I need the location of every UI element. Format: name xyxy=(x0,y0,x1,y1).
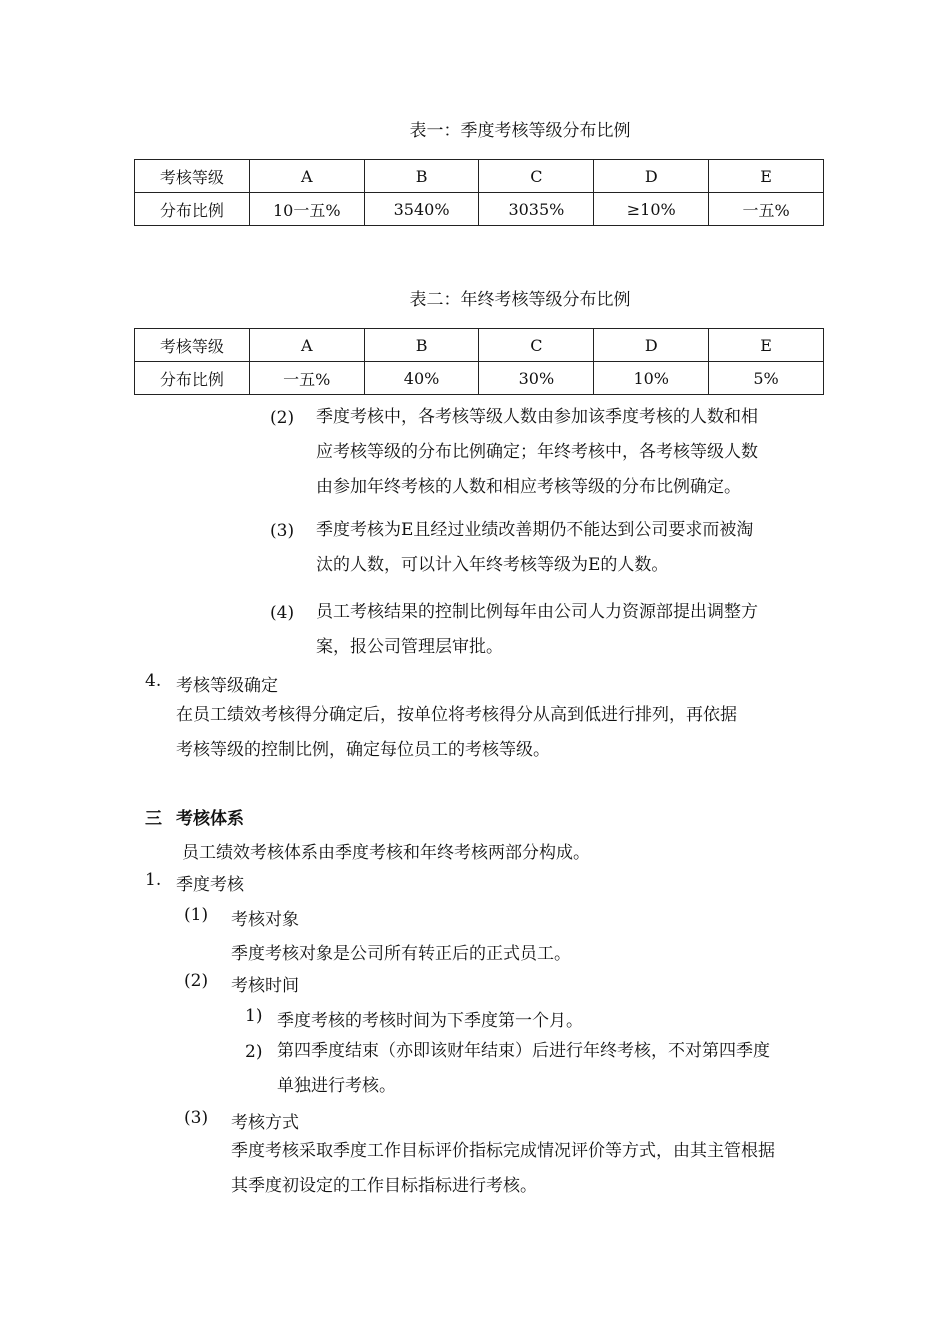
point-text xyxy=(277,1034,857,1104)
text-line: 第四季度结束（亦即该财年结束）后进行年终考核，不对第四季度 xyxy=(277,1041,770,1061)
item-title: 季度考核 xyxy=(176,875,244,895)
header-cell: 考核等级 xyxy=(135,329,250,362)
list-item xyxy=(316,595,758,665)
table-cell: 40% xyxy=(364,362,479,395)
table-cell: 5% xyxy=(709,362,824,395)
header-cell: A xyxy=(249,160,364,193)
list-item xyxy=(316,400,758,505)
text-line: 在员工绩效考核得分确定后，按单位将考核得分从高到低进行排列，再依据 xyxy=(176,705,737,725)
text-line: 员工考核结果的控制比例每年由公司人力资源部提出调整方 xyxy=(316,602,758,622)
table2-caption: 表二：年终考核等级分布比例 xyxy=(409,290,631,310)
header-cell: E xyxy=(709,329,824,362)
table-cell: 3540% xyxy=(364,193,479,226)
text-line: 季度考核中，各考核等级人数由参加该季度考核的人数和相 xyxy=(316,407,758,427)
sub-text: 季度考核对象是公司所有转正后的正式员工。 xyxy=(231,944,571,964)
sub-number: (2) xyxy=(184,971,209,991)
header-cell: C xyxy=(479,160,594,193)
sub-title: 考核对象 xyxy=(231,910,299,930)
point-text: 季度考核的考核时间为下季度第一个月。 xyxy=(277,1011,583,1031)
table-row xyxy=(135,160,824,193)
table-row xyxy=(135,193,824,226)
text-line: 其季度初设定的工作目标指标进行考核。 xyxy=(231,1176,537,1196)
table-cell: 一五% xyxy=(709,193,824,226)
sub-title: 考核时间 xyxy=(231,976,299,996)
list-number: (3) xyxy=(270,521,295,541)
text-line: 汰的人数，可以计入年终考核等级为E的人数。 xyxy=(316,555,669,575)
text-line: 由参加年终考核的人数和相应考核等级的分布比例确定。 xyxy=(316,477,741,497)
point-number: 2) xyxy=(245,1042,263,1062)
header-cell: C xyxy=(479,329,594,362)
sub-number: (1) xyxy=(184,905,209,925)
text-line: 季度考核为E且经过业绩改善期仍不能达到公司要求而被淘 xyxy=(316,520,754,540)
list-number: (4) xyxy=(270,603,295,623)
header-cell: D xyxy=(594,160,709,193)
table-cell: 3035% xyxy=(479,193,594,226)
list-number: (2) xyxy=(270,408,295,428)
text-line: 案，报公司管理层审批。 xyxy=(316,637,503,657)
table-cell: ≥10% xyxy=(594,193,709,226)
list-item xyxy=(316,513,753,583)
section-paragraph xyxy=(176,698,737,768)
table1-caption: 表一：季度考核等级分布比例 xyxy=(409,121,631,141)
table-cell: 分布比例 xyxy=(135,362,250,395)
section-number: 4. xyxy=(145,671,162,691)
point-number: 1) xyxy=(245,1006,263,1026)
header-cell: E xyxy=(709,160,824,193)
table-cell: 分布比例 xyxy=(135,193,250,226)
header-cell: D xyxy=(594,329,709,362)
table-cell: 10% xyxy=(594,362,709,395)
annual-grade-table xyxy=(134,328,824,395)
quarterly-grade-table xyxy=(134,159,824,226)
header-cell: A xyxy=(249,329,364,362)
text-line: 单独进行考核。 xyxy=(277,1076,396,1096)
table-cell: 10一五% xyxy=(249,193,364,226)
text-line: 季度考核采取季度工作目标评价指标完成情况评价等方式，由其主管根据 xyxy=(231,1141,775,1161)
header-cell: B xyxy=(364,160,479,193)
item-number: 1. xyxy=(145,870,162,890)
table-cell: 一五% xyxy=(249,362,364,395)
header-cell: 考核等级 xyxy=(135,160,250,193)
text-line: 应考核等级的分布比例确定；年终考核中，各考核等级人数 xyxy=(316,442,758,462)
chapter-intro: 员工绩效考核体系由季度考核和年终考核两部分构成。 xyxy=(182,843,590,863)
header-cell: B xyxy=(364,329,479,362)
table-cell: 30% xyxy=(479,362,594,395)
chapter-title: 考核体系 xyxy=(176,809,244,829)
table-row xyxy=(135,362,824,395)
text-line: 考核等级的控制比例，确定每位员工的考核等级。 xyxy=(176,740,550,760)
table-row xyxy=(135,329,824,362)
section-title: 考核等级确定 xyxy=(176,676,278,696)
sub-title: 考核方式 xyxy=(231,1113,299,1133)
sub-number: (3) xyxy=(184,1108,209,1128)
sub-paragraph xyxy=(231,1134,775,1204)
chapter-number: 三 xyxy=(145,809,162,829)
